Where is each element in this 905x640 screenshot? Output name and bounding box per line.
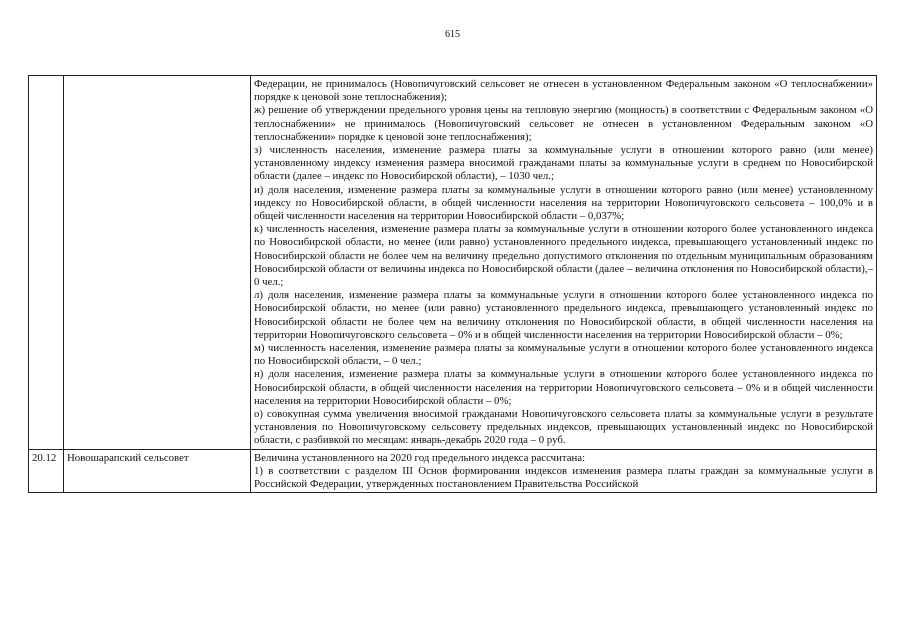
paragraph: м) численность населения, изменение размера платы за коммунальные услуги в отношении которого более установленного индекса по Новосибирской области, – 0 чел.;	[254, 342, 873, 368]
tariff-index-table	[28, 75, 877, 493]
description-cell	[251, 449, 877, 493]
paragraph: и) доля населения, изменение размера платы за коммунальные услуги в отношении которого равно (или менее) установленному индексу по Новосибирской области, в общей численности населения на территории Новопичуговского сельсовета – 100,0% и в общей численности населения на территории Новосибирской области – 0,037%;	[254, 183, 873, 223]
municipality-name-cell	[64, 76, 251, 450]
description-cell	[251, 76, 877, 450]
page-number: 615	[445, 29, 460, 40]
row-number-cell	[29, 76, 64, 450]
paragraph: 1) в соответствии с разделом III Основ формирования индексов изменения размера платы граждан за коммунальные услуги в Российской Федерации, утвержденных постановлением Правительства Российской	[254, 464, 873, 491]
table-row	[29, 449, 877, 493]
paragraph: л) доля населения, изменение размера платы за коммунальные услуги в отношении которого более установленного индекса по Новосибирской области, но менее (или равно) установленного предельного индекса, превышающего установленный индекс по Новосибирской области не более чем на величину отклонения по Новосибирской области, в общей численности населения на территории Новопичуговского сельсовета – 0% и в общей численности населения на территории Новосибирской области – 0%;	[254, 289, 873, 341]
municipality-name-cell: Новошарапский сельсовет	[64, 449, 251, 493]
paragraph: Величина установленного на 2020 год предельного индекса рассчитана:	[254, 451, 586, 464]
paragraph: з) численность населения, изменение размера платы за коммунальные услуги в отношении которого равно (или менее) установленному индексу изменения размера вносимой гражданами платы за коммунальные услуги в среднем по Новосибирской области (далее – индекс по Новосибирской области), – 1030 чел.;	[254, 144, 873, 183]
paragraph: о) совокупная сумма увеличения вносимой гражданами Новопичуговского сельсовета платы за коммунальные услуги в результате установления по Новопичуговскому сельсовету предельных индексов, превышающих установленный индекс по Новосибирской области, с разбивкой по месяцам: январь-декабрь 2020 года – 0 руб.	[254, 408, 873, 447]
paragraph: Федерации, не принималось (Новопичуговский сельсовет не отнесен в установленном Федеральным законом «О теплоснабжении» порядке к ценовой зоне теплоснабжения);	[254, 78, 873, 104]
paragraph: н) доля населения, изменение размера платы за коммунальные услуги в отношении которого более установленного индекса по Новосибирской области, в общей численности населения на территории Новопичуговского сельсовета – 0% и в общей численности населения на территории Новосибирской области – 0%;	[254, 368, 873, 407]
row-number-cell: 20.12	[29, 449, 64, 493]
paragraph: к) численность населения, изменение размера платы за коммунальные услуги в отношении которого более установленного индекса по Новосибирской области, но менее (или равно) установленного предельного индекса, превышающего установленный индекс по Новосибирской области не более чем на величину предельно допустимого отклонения по отдельным муниципальным образованиям Новосибирской области от величины индекса по Новосибирской области (далее – величина отклонения по Новосибирской области),– 0 чел.;	[254, 223, 873, 289]
paragraph: ж) решение об утверждении предельного уровня цены на тепловую энергию (мощность) в соответствии с Федеральным законом «О теплоснабжении» не принималось (Новопичуговский сельсовет не отнесен в установленном Федеральным законом «О теплоснабжении» порядке к ценовой зоне теплоснабжения);	[254, 104, 873, 143]
table-row	[29, 76, 877, 450]
